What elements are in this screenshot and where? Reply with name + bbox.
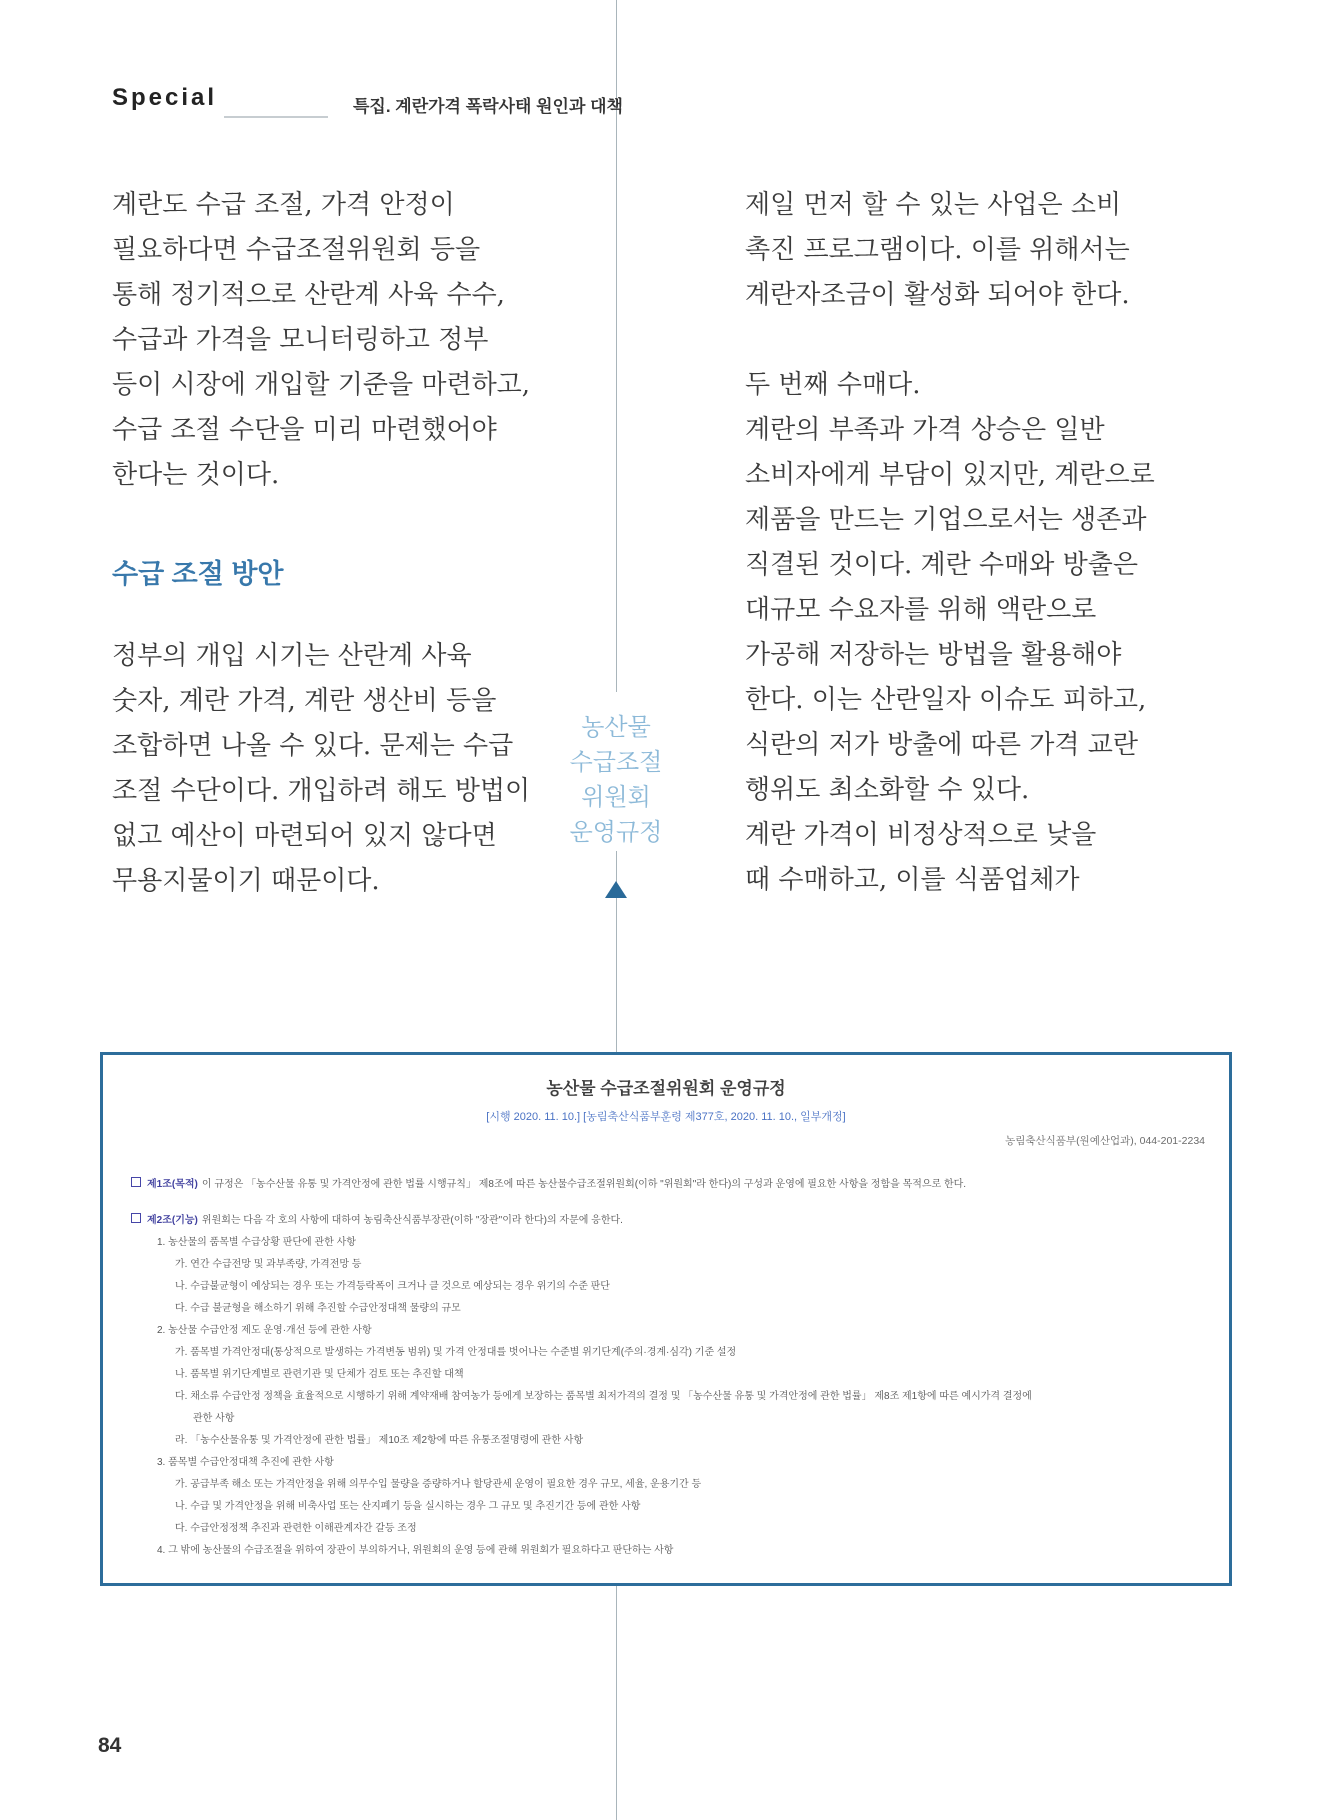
regulation-body xyxy=(131,1174,1205,1562)
text-line: 대규모 수요자를 위해 액란으로 xyxy=(745,595,1097,625)
text-line: 조절 수단이다. 개입하려 해도 방법이 xyxy=(112,776,531,806)
regulation-item: 3. 품목별 수급안정대책 추진에 관한 사항 xyxy=(157,1457,334,1468)
text-line: 필요하다면 수급조절위원회 등을 xyxy=(112,235,481,265)
regulation-item: 라. 「농수산물유통 및 가격안정에 관한 법률」 제10조 제2항에 따른 유통조절명령에 관한 사항 xyxy=(175,1435,584,1446)
regulation-box xyxy=(100,1052,1232,1586)
regulation-contact: 농림축산식품부(원예산업과), 044-201-2234 xyxy=(1005,1135,1205,1147)
article-2-text: 위원회는 다음 각 호의 사항에 대하여 농림축산식품부장관(이하 "장관"이라 한다)의 자문에 응한다. xyxy=(201,1215,623,1226)
article-1 xyxy=(131,1174,1205,1196)
text-line: 제일 먼저 할 수 있는 사업은 소비 xyxy=(745,190,1122,220)
regulation-item: 나. 품목별 위기단계별로 관련기관 및 단체가 검토 또는 추진할 대책 xyxy=(175,1369,464,1380)
left-column-paragraph-2 xyxy=(112,634,582,904)
pull-label-line: 운영규정 xyxy=(569,819,663,846)
regulation-item: 가. 연간 수급전망 및 과부족량, 가격전망 등 xyxy=(175,1259,362,1270)
regulation-item: 나. 수급 및 가격안정을 위해 비축사업 또는 산지폐기 등을 실시하는 경우 그 규모 및 추진기간 등에 관한 사항 xyxy=(175,1501,641,1512)
text-line: 가공해 저장하는 방법을 활용해야 xyxy=(745,640,1122,670)
text-line: 식란의 저가 방출에 따른 가격 교란 xyxy=(745,730,1138,760)
pull-label-line: 농산물 xyxy=(581,714,651,741)
text-line: 조합하면 나올 수 있다. 문제는 수급 xyxy=(112,731,514,761)
regulation-subtitle: [시행 2020. 11. 10.] [농림축산식품부훈령 제377호, 2020. 11. 10., 일부개정] xyxy=(486,1111,846,1123)
regulation-item: 다. 채소류 수급안정 정책을 효율적으로 시행하기 위해 계약재배 참여농가 등에게 보장하는 품목별 최저가격의 결정 및 「농수산물 유통 및 가격안정에 관한 법률」 제8조 제1항에 따른 예시가격 결정에 xyxy=(175,1391,1032,1402)
text-line: 정부의 개입 시기는 산란계 사육 xyxy=(112,641,472,671)
regulation-item: 나. 수급불균형이 예상되는 경우 또는 가격등락폭이 크거나 클 것으로 예상되는 경우 위기의 수준 판단 xyxy=(175,1281,610,1292)
page-number: 84 xyxy=(98,1734,122,1757)
regulation-item: 가. 품목별 가격안정대(통상적으로 발생하는 가격변동 범위) 및 가격 안정대를 벗어나는 수준별 위기단계(주의·경계·심각) 기준 설정 xyxy=(175,1347,737,1358)
article-1-label: 제1조(목적) xyxy=(147,1179,198,1190)
text-line: 숫자, 계란 가격, 계란 생산비 등을 xyxy=(112,686,497,716)
regulation-item: 다. 수급안정정책 추진과 관련한 이해관계자간 갈등 조정 xyxy=(175,1523,417,1534)
text-line: 계란의 부족과 가격 상승은 일반 xyxy=(745,415,1105,445)
feature-topic: 특집. 계란가격 폭락사태 원인과 대책 xyxy=(353,97,623,116)
regulation-item: 관한 사항 xyxy=(193,1413,235,1424)
regulation-item: 2. 농산물 수급안정 제도 운영·개선 등에 관한 사항 xyxy=(157,1325,372,1336)
text-line: 한다는 것이다. xyxy=(112,460,280,490)
section-brand: Special xyxy=(112,84,218,111)
text-line: 계란 가격이 비정상적으로 낮을 xyxy=(745,820,1097,850)
text-line: 소비자에게 부담이 있지만, 계란으로 xyxy=(745,460,1155,490)
text-line: 촉진 프로그램이다. 이를 위해서는 xyxy=(745,235,1130,265)
regulation-item: 4. 그 밖에 농산물의 수급조절을 위하여 장관이 부의하거나, 위원회의 운영 등에 관해 위원회가 필요하다고 판단하는 사항 xyxy=(157,1545,674,1556)
pull-label-regulation xyxy=(516,710,716,850)
brand-underline xyxy=(224,116,328,118)
text-line: 두 번째 수매다. xyxy=(745,370,921,400)
text-line: 계란자조금이 활성화 되어야 한다. xyxy=(745,280,1130,310)
right-column-paragraph-1 xyxy=(745,183,1245,318)
checkbox-square-icon xyxy=(131,1177,141,1187)
pull-label-line: 수급조절 xyxy=(569,749,663,776)
text-line: 등이 시장에 개입할 기준을 마련하고, xyxy=(112,370,531,400)
checkbox-square-icon xyxy=(131,1213,141,1223)
center-rule-bottom xyxy=(616,1586,617,1820)
article-2-items xyxy=(131,1232,1205,1562)
article-2 xyxy=(131,1210,1205,1232)
text-line: 직결된 것이다. 계란 수매와 방출은 xyxy=(745,550,1138,580)
article-1-text: 이 규정은 「농수산물 유통 및 가격안정에 관한 법률 시행규칙」 제8조에 따른 농산물수급조절위원회(이하 "위원회"라 한다)의 구성과 운영에 필요한 사항을 정함을 목적으로 한다. xyxy=(201,1179,967,1190)
left-column-paragraph-1 xyxy=(112,183,582,498)
regulation-item: 다. 수급 불균형을 해소하기 위해 추진할 수급안정대책 물량의 규모 xyxy=(175,1303,461,1314)
article-2-label: 제2조(기능) xyxy=(147,1215,198,1226)
regulation-item: 1. 농산물의 품목별 수급상황 판단에 관한 사항 xyxy=(157,1237,356,1248)
up-triangle-marker-icon xyxy=(605,881,627,898)
text-line: 한다. 이는 산란일자 이슈도 피하고, xyxy=(745,685,1147,715)
text-line: 통해 정기적으로 산란계 사육 수수, xyxy=(112,280,505,310)
regulation-title: 농산물 수급조절위원회 운영규정 xyxy=(546,1079,786,1098)
text-line: 무용지물이기 때문이다. xyxy=(112,866,380,896)
right-column-paragraph-2 xyxy=(745,363,1245,903)
pull-label-line: 위원회 xyxy=(581,784,651,811)
text-line: 행위도 최소화할 수 있다. xyxy=(745,775,1030,805)
regulation-item: 가. 공급부족 해소 또는 가격안정을 위해 의무수입 물량을 증량하거나 할당관세 운영이 필요한 경우 규모, 세율, 운용기간 등 xyxy=(175,1479,702,1490)
text-line: 없고 예산이 마련되어 있지 않다면 xyxy=(112,821,497,851)
text-line: 수급과 가격을 모니터링하고 정부 xyxy=(112,325,489,355)
text-line: 제품을 만드는 기업으로서는 생존과 xyxy=(745,505,1147,535)
text-line: 수급 조절 수단을 미리 마련했어야 xyxy=(112,415,497,445)
text-line: 계란도 수급 조절, 가격 안정이 xyxy=(112,190,455,220)
section-heading: 수급 조절 방안 xyxy=(112,559,284,589)
text-line: 때 수매하고, 이를 식품업체가 xyxy=(745,865,1080,895)
